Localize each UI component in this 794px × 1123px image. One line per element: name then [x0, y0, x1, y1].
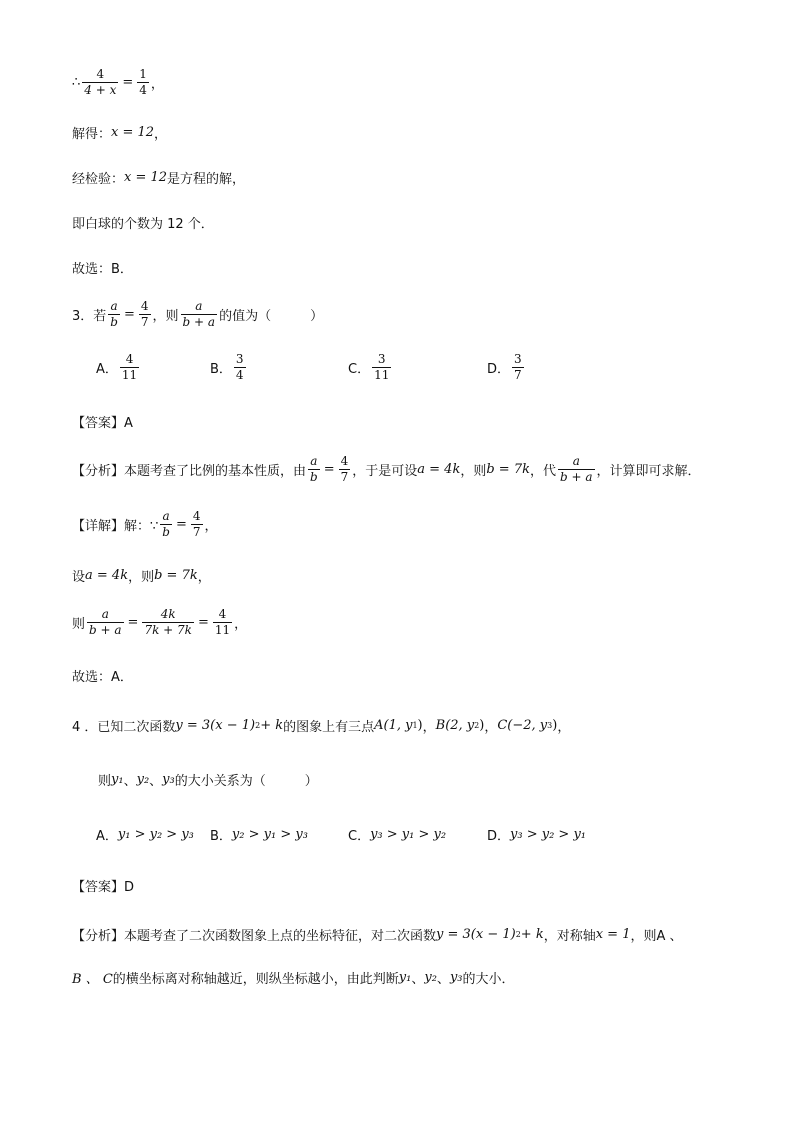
fraction-4-over-7 [191, 510, 203, 538]
separator: 、 [411, 972, 425, 987]
option-fraction [120, 353, 139, 381]
answer-text: 【答案】A [72, 416, 133, 431]
point-b-subscript: 2 [474, 721, 480, 730]
answer-text: 【答案】D [72, 880, 135, 895]
function-exponent: 2 [255, 721, 261, 730]
fraction-numerator: 3 [377, 352, 386, 366]
fraction-denominator: 4 [235, 367, 244, 382]
fraction-a-over-b [308, 455, 320, 483]
function-exponent: 2 [515, 930, 521, 939]
paren-close: ) [479, 718, 485, 733]
var-y3: y₃ [162, 772, 175, 787]
punctuation: ， [557, 720, 571, 735]
fraction-denominator: 4 + x [84, 82, 117, 97]
stem-text: 的大小关系为（ ） [174, 774, 318, 789]
fraction-denominator: b [310, 469, 318, 484]
point-a: A(1, y [374, 718, 413, 733]
var-y2: y₂ [136, 772, 150, 787]
set-text: 设 [72, 570, 86, 585]
option-label: D． [487, 829, 511, 844]
equals-sign: = [127, 614, 139, 630]
option-expr: y₂ > y₁ > y₃ [231, 827, 308, 842]
fraction-numerator: 4k [160, 607, 176, 621]
option-d [487, 825, 586, 844]
stem-text: 的图象上有三点 [283, 720, 375, 735]
question-4-stem [72, 716, 570, 735]
paren-close: ) [417, 718, 423, 733]
option-label: C． [348, 361, 371, 377]
option-c [348, 353, 393, 381]
separator: 、 [123, 774, 137, 789]
punctuation: ， [154, 127, 168, 142]
analysis-q4-line-2 [72, 968, 515, 987]
analysis-q4 [72, 925, 683, 944]
fraction-1-over-4 [137, 68, 149, 96]
punctuation: ， [234, 616, 248, 632]
fraction-numerator: a [110, 299, 118, 313]
analysis-text: ，代 [529, 463, 556, 479]
point-c: C(−2, y [497, 718, 548, 733]
option-label: B． [210, 361, 232, 377]
fraction-numerator: 4 [340, 454, 349, 468]
equals-sign: = [197, 614, 209, 630]
point-a-subscript: 1 [412, 721, 418, 730]
fraction-numerator: 4 [192, 509, 201, 523]
equals-sign: = [323, 461, 335, 477]
fraction-numerator: a [195, 299, 203, 313]
fraction-a-over-b-plus-a [87, 608, 124, 636]
fraction-denominator: 11 [374, 367, 390, 382]
choice-text: 故选：A． [72, 670, 133, 685]
analysis-text: ，于是可设 [352, 463, 418, 479]
analysis-text: ，对称轴 [543, 929, 596, 944]
conclusion-text: 即白球的个数为 12 个． [72, 217, 214, 232]
fraction-denominator: 11 [121, 367, 138, 382]
fraction-denominator: b + a [560, 469, 593, 484]
therefore-symbol: ∴ [72, 74, 81, 90]
point-c-subscript: 3 [547, 721, 553, 730]
axis-of-symmetry: x = 1 [595, 927, 631, 942]
punctuation: ， [204, 518, 218, 534]
fraction-denominator: b [162, 524, 170, 539]
separator: 、 [436, 972, 450, 987]
option-b [210, 353, 248, 381]
fraction-numerator: 4 [96, 67, 105, 81]
points-b-c: B 、 C [72, 972, 113, 987]
fraction-4k-over-7k-plus-7k [142, 608, 194, 636]
fraction-4-over-4-plus-x [82, 68, 118, 96]
option-d [487, 353, 526, 381]
fraction-numerator: 4 [125, 352, 134, 366]
analysis-text: 【分析】本题考查了二次函数图象上点的坐标特征，对二次函数 [72, 929, 437, 944]
check-line [72, 168, 245, 187]
option-label: A． [96, 361, 118, 377]
math-a-eq-4k: a = 4k [417, 461, 461, 477]
analysis-text: 的横坐标离对称轴越近，则纵坐标越小，由此判断 [112, 972, 399, 987]
equals-sign: = [175, 516, 187, 532]
fraction-numerator: 4 [140, 299, 149, 313]
fraction-numerator: a [310, 454, 318, 468]
answer-q3 [72, 412, 133, 431]
detail-q3 [72, 510, 218, 538]
analysis-text: 的大小． [462, 972, 515, 987]
option-expr: y₃ > y₂ > y₁ [510, 827, 586, 842]
function-expr-tail: + k [260, 718, 284, 733]
math-a-eq-4k: a = 4k [85, 568, 129, 583]
fraction-denominator: 11 [214, 622, 231, 637]
check-label: 经检验： [72, 172, 125, 187]
fraction-a-over-b-plus-a [558, 455, 595, 483]
analysis-text: 【分析】本题考查了比例的基本性质，由 [72, 463, 307, 479]
detail-text: 【详解】解：∵ [72, 518, 159, 534]
fraction-4-over-7 [139, 300, 151, 328]
choice-line-q3 [72, 666, 133, 685]
stem-text: ，则 [152, 308, 179, 324]
check-x: x = 12 [124, 170, 168, 185]
fraction-4-over-7 [339, 455, 351, 483]
var-y3: y₃ [449, 970, 463, 985]
separator: 、 [149, 774, 163, 789]
var-y1: y₁ [398, 970, 412, 985]
fraction-denominator: b [110, 314, 118, 329]
option-a [96, 353, 141, 381]
punctuation: ， [484, 720, 498, 735]
function-expr: y = 3(x − 1) [436, 927, 516, 942]
stem-text: 则 [98, 774, 112, 789]
equation-line-1 [72, 68, 164, 96]
set-line-q3 [72, 566, 211, 585]
option-b [210, 825, 308, 844]
question-4-stem-line-2 [98, 770, 318, 789]
question-number: 3．若 [72, 308, 107, 324]
answer-q4 [72, 876, 134, 895]
fraction-numerator: 3 [235, 352, 244, 366]
fraction-numerator: a [572, 454, 580, 468]
paren-close: ) [552, 718, 558, 733]
fraction-denominator: 7 [140, 314, 149, 329]
option-label: C． [348, 829, 371, 844]
var-y2: y₂ [424, 970, 437, 985]
var-y1: y₁ [111, 772, 124, 787]
fraction-denominator: 7 [340, 469, 349, 484]
choice-line-q2 [72, 258, 133, 277]
option-fraction [512, 353, 524, 381]
analysis-text: ，则 [460, 463, 487, 479]
function-expr-tail: + k [520, 927, 544, 942]
question-number: 4 ．已知二次函数 [72, 720, 176, 735]
analysis-text: ，则A 、 [630, 929, 683, 944]
conclusion-line [72, 213, 214, 232]
option-fraction [234, 353, 246, 381]
solve-label: 解得： [72, 127, 112, 142]
option-c [348, 825, 446, 844]
punctuation: ， [197, 570, 211, 585]
option-expr: y₁ > y₂ > y₃ [117, 827, 194, 842]
math-b-eq-7k: b = 7k [486, 461, 530, 477]
fraction-numerator: 1 [139, 67, 147, 81]
punctuation: ， [422, 720, 436, 735]
set-text: ，则 [128, 570, 155, 585]
option-fraction [372, 353, 391, 381]
fraction-numerator: a [101, 607, 109, 621]
punctuation: ， [150, 76, 164, 92]
then-line-q3 [72, 608, 247, 636]
question-3-stem [72, 300, 323, 328]
fraction-a-over-b [108, 300, 120, 328]
point-b: B(2, y [435, 718, 475, 733]
solution-x: x = 12 [111, 125, 155, 140]
analysis-q3 [72, 455, 701, 483]
option-expr: y₃ > y₁ > y₂ [370, 827, 447, 842]
fraction-denominator: 4 [139, 82, 147, 97]
equals-sign: = [122, 74, 134, 90]
option-label: A． [96, 829, 118, 844]
stem-text: 的值为（ ） [219, 308, 324, 324]
fraction-denominator: 7k + 7k [144, 622, 192, 637]
fraction-a-over-b-plus-a [181, 300, 218, 328]
then-text: 则 [72, 616, 86, 632]
fraction-denominator: b + a [89, 622, 122, 637]
check-text: 是方程的解， [167, 172, 246, 187]
solve-line [72, 123, 167, 142]
fraction-denominator: 7 [192, 524, 201, 539]
fraction-numerator: 3 [514, 352, 522, 366]
analysis-text: ，计算即可求解． [596, 463, 701, 479]
option-a [96, 825, 194, 844]
math-b-eq-7k: b = 7k [154, 568, 198, 583]
fraction-a-over-b [160, 510, 172, 538]
fraction-4-over-11 [213, 608, 232, 636]
fraction-numerator: 4 [218, 607, 227, 621]
fraction-numerator: a [162, 509, 170, 523]
fraction-denominator: b + a [182, 314, 216, 329]
fraction-denominator: 7 [514, 367, 522, 382]
choice-text: 故选：B． [72, 262, 133, 277]
option-label: B． [210, 829, 232, 844]
option-label: D． [487, 361, 511, 377]
function-expr: y = 3(x − 1) [175, 718, 256, 733]
equals-sign: = [123, 306, 135, 322]
